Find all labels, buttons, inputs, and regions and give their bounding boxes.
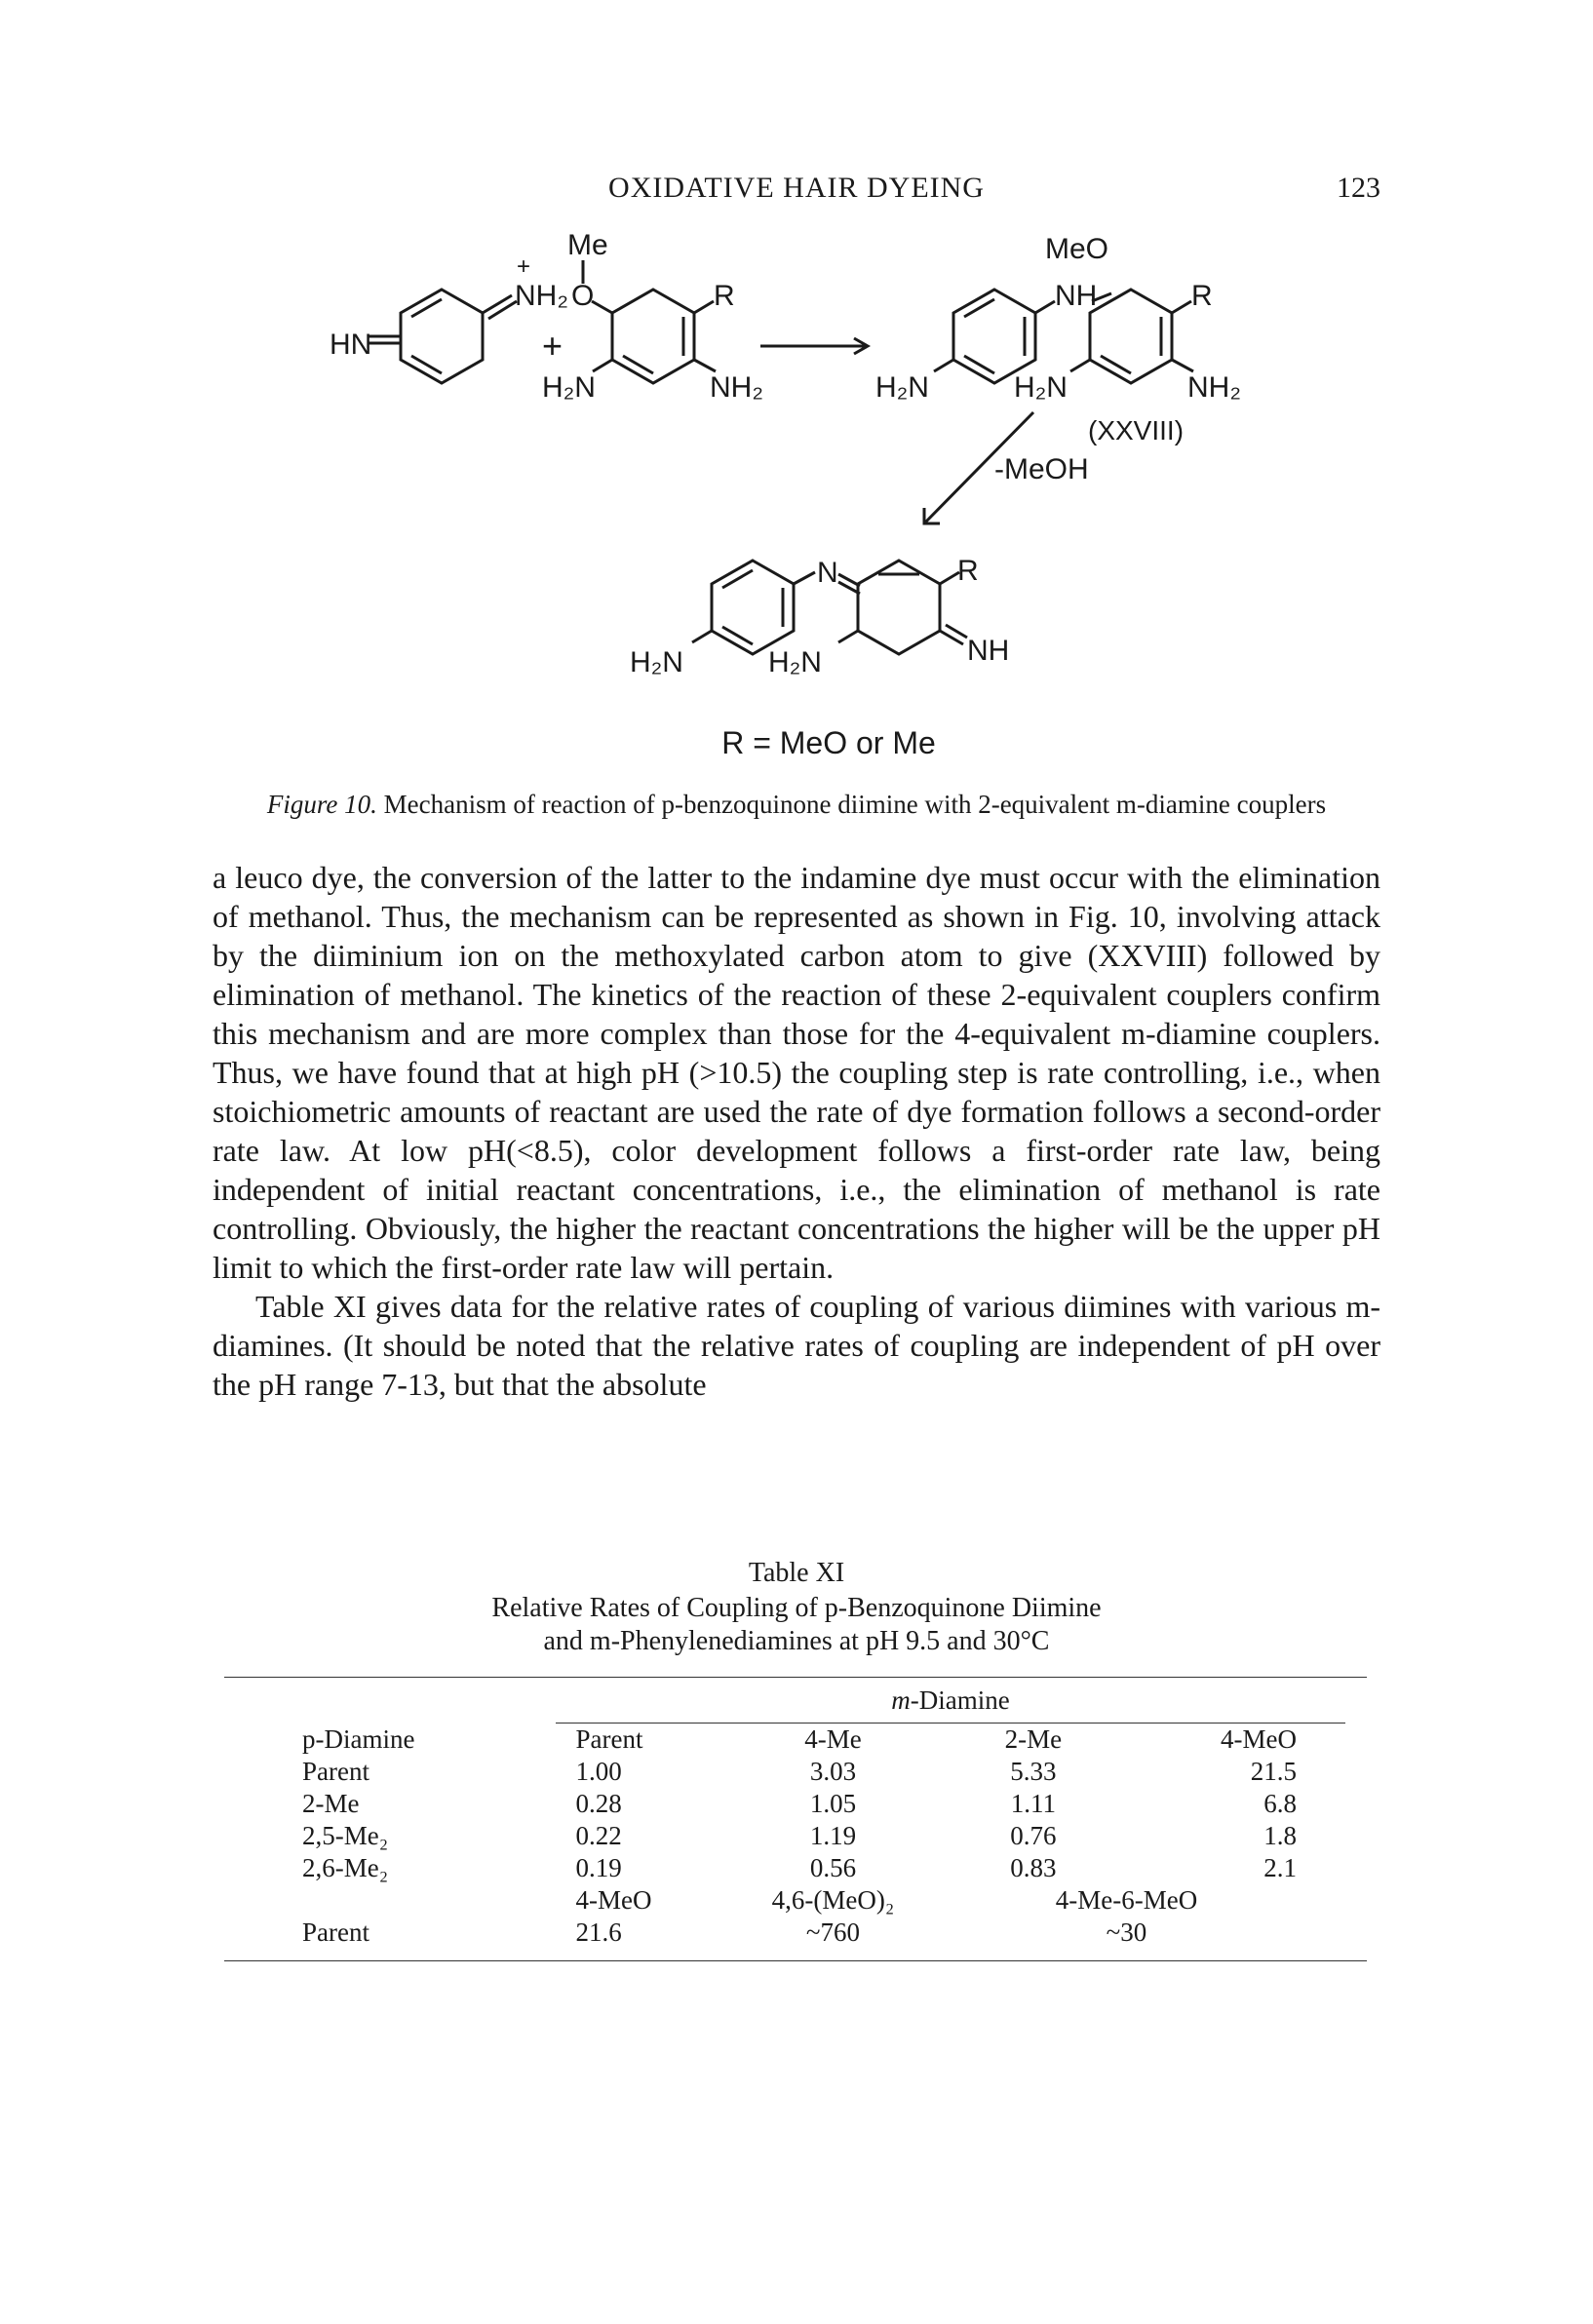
table-row [224,1917,1367,1949]
table-cell: 0.56 [809,1853,857,1882]
plus-sign: + [542,326,563,366]
r-label-2: R [1191,280,1213,312]
nh-label: NH [1055,280,1098,312]
column-header: Parent [575,1724,643,1754]
ring-product-left [692,561,815,654]
table-cell: ~30 [1106,1917,1147,1947]
reaction-scheme [330,229,1287,775]
table-title-line-2: and m-Phenylenediamines at pH 9.5 and 30°C [543,1626,1050,1656]
o-label: O [571,280,595,312]
table-cell: 1.00 [575,1757,622,1786]
table-cell: 0.19 [575,1853,622,1882]
figure-label: Figure 10. [266,790,377,819]
ring-intermediate-left [934,290,1055,383]
table-cell: Parent [302,1757,369,1786]
me-label: Me [567,229,608,261]
h2n-label-3: H₂N [1014,371,1068,404]
column-header: 4-MeO [1221,1724,1297,1754]
super-header-rest: -Diamine [910,1685,1010,1715]
body-text [213,858,1380,1404]
table-cell: 21.6 [575,1917,622,1947]
table-cell: 0.22 [575,1821,622,1850]
nh2-label-2: NH₂ [1187,371,1241,404]
hn-label: HN [330,329,372,361]
table-cell: 2,6-Me₂ [302,1853,389,1882]
h2n-label-2: H₂N [875,371,929,404]
table-cell: 3.03 [809,1757,857,1786]
page-number: 123 [1337,172,1380,204]
positive-charge: + [517,253,531,280]
table-cell: 1.8 [1263,1821,1297,1850]
nh-label-2: NH [967,635,1010,667]
ring-benzoquinone-diimine [369,290,517,383]
column-header: 2-Me [1004,1724,1063,1754]
table-row [224,1852,1367,1884]
table-bottom-rule [224,1960,1367,1961]
r-label-1: R [714,280,735,312]
paragraph-1: a leuco dye, the conversion of the latter to the indamine dye must occur with the elimination of methanol. Thus, the mechanism can be represented as shown in Fig. 10, involving attack by the diiminium ion on the methoxylated carbon atom to give (XXVIII) followed by elimination of methanol. The kinetics of the reaction of these 2-equivalent couplers confirm this mechanism and are more complex than those for the 4-equivalent m-diamine couplers. Thus, we have found that at high pH (>10.5) the coupling step is rate controlling, i.e., when stoichiometric amounts of reactant are used the rate of dye formation follows a second-order rate law. At low pH(<8.5), color development follows a first-order rate law, being independent of initial reactant concentrations, i.e., the elimination of methanol is rate controlling. Obviously, the higher the reactant concentrations the higher will be the upper pH limit to which the first-order rate law will pertain. [213,860,1380,1285]
compound-number-xxviii: (XXVIII) [1088,415,1185,445]
ring-methoxy-diamine [583,260,716,383]
table-cell: 0.83 [1010,1853,1057,1882]
reaction-arrow-right [760,338,868,354]
running-title: OXIDATIVE HAIR DYEING [608,172,985,204]
table-header-row [224,1724,1367,1756]
nh2-label-1: NH₂ [710,371,763,404]
super-header-italic: m [891,1685,911,1715]
table-cell: ~760 [805,1917,861,1947]
table-number: Table XI [748,1558,845,1588]
table-cell: 0.28 [575,1789,622,1818]
table-cell: 21.5 [1250,1757,1297,1786]
table-cell: 2.1 [1263,1853,1297,1882]
table-title-line-1: Relative Rates of Coupling of p-Benzoquinone Diimine [491,1593,1102,1623]
table-cell: Parent [302,1917,369,1947]
sub-column-header: 4-MeO [575,1885,652,1915]
table-xi [224,1677,1367,1961]
sub-column-header: 4-Me-6-MeO [1055,1885,1198,1915]
table-cell: 6.8 [1263,1789,1297,1818]
h2n-label-4: H₂N [630,646,683,678]
table-cell: 2-Me [302,1789,360,1818]
table-subheader-row [224,1884,1367,1917]
figure-caption-text: Mechanism of reaction of p-benzoquinone diimine with 2-equivalent m-diamine couplers [383,790,1327,819]
paragraph-2: Table XI gives data for the relative rates of coupling of various diimines with various m-diamines. (It should be noted that the relative rates of coupling are independent of pH over the pH range 7-13, but that the absolute [213,1289,1380,1402]
table-body [224,1724,1367,1949]
table-cell: 2,5-Me₂ [302,1821,389,1850]
table-cell: 1.19 [809,1821,857,1850]
nh2-plus-label: NH₂ [515,280,568,312]
n-label: N [817,557,838,589]
table-cell: 5.33 [1010,1757,1057,1786]
table-cell: 0.76 [1010,1821,1057,1850]
column-header: p-Diamine [302,1724,415,1754]
ring-product-right [838,561,967,654]
figure-caption [213,788,1380,821]
h2n-label-1: H₂N [542,371,596,404]
h2n-label-5: H₂N [768,646,822,678]
table-cell: 1.05 [809,1789,857,1818]
sub-column-header: 4,6-(MeO)₂ [771,1885,895,1915]
meo-label: MeO [1045,233,1109,265]
table-row [224,1756,1367,1788]
r-definition: R = MeO or Me [721,725,936,760]
table-row [224,1788,1367,1820]
column-header: 4-Me [804,1724,862,1754]
minus-meoh-label: -MeOH [994,453,1089,485]
table-cell: 1.11 [1010,1789,1056,1818]
running-head [0,172,1593,211]
table-row [224,1820,1367,1852]
table-super-header [556,1678,1345,1724]
r-label-3: R [957,555,979,587]
